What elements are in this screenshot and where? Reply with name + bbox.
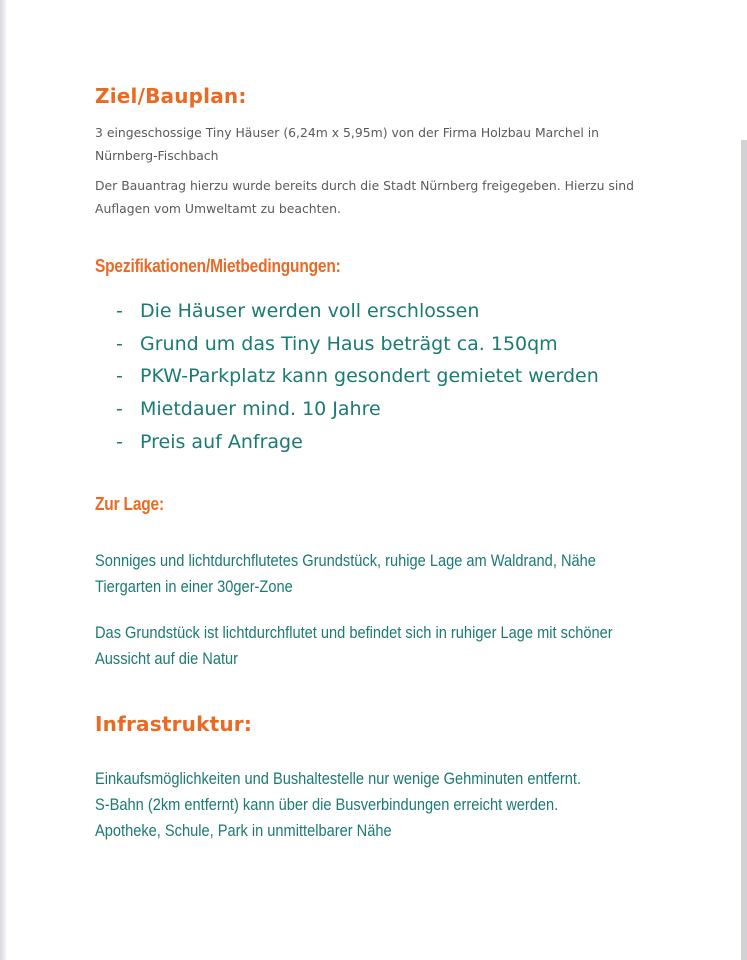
infrastruktur-line-3: Apotheke, Schule, Park in unmittelbarer Nähe [95, 821, 392, 840]
lage-paragraph-2-line-2: Aussicht auf die Natur [95, 649, 239, 668]
infrastruktur-paragraph [95, 766, 581, 844]
ziel-paragraph-1-line-2: Nürnberg-Fischbach [95, 148, 219, 163]
dash-bullet: - [116, 300, 123, 322]
dash-bullet: - [116, 398, 123, 421]
list-item-text: Die Häuser werden voll erschlossen [140, 300, 480, 322]
ziel-paragraph-1 [95, 121, 599, 167]
list-item-text: PKW-Parkplatz kann gesondert gemietet werden [140, 365, 599, 388]
list-item-text: Preis auf Anfrage [140, 430, 303, 453]
list-item [116, 394, 599, 427]
lage-paragraph-1 [95, 548, 596, 600]
lage-paragraph-2 [95, 620, 613, 672]
lage-paragraph-1-line-2: Tiergarten in einer 30ger-Zone [95, 577, 293, 596]
list-item [116, 296, 599, 329]
ziel-paragraph-2-line-1: Der Bauantrag hierzu wurde bereits durch die Stadt Nürnberg freigegeben. Hierzu sind [95, 178, 635, 193]
ziel-paragraph-2-line-2: Auflagen vom Umweltamt zu beachten. [95, 201, 341, 216]
heading-ziel-bauplan: Ziel/Bauplan: [95, 84, 247, 108]
heading-spezifikationen: Spezifikationen/Mietbedingungen: [95, 256, 341, 276]
lage-paragraph-2-line-1: Das Grundstück ist lichtdurchflutet und befindet sich in ruhiger Lage mit schöner [95, 623, 613, 642]
spezifikationen-list [116, 296, 599, 459]
list-item [116, 329, 599, 362]
lage-paragraph-1-line-1: Sonniges und lichtdurchflutetes Grundstück, ruhige Lage am Waldrand, Nähe [95, 551, 596, 570]
ziel-paragraph-2 [95, 174, 634, 220]
ziel-paragraph-1-line-1: 3 eingeschossige Tiny Häuser (6,24m x 5,95m) von der Firma Holzbau Marchel in [95, 125, 600, 140]
list-item [116, 361, 599, 394]
infrastruktur-line-1: Einkaufsmöglichkeiten und Bushaltestelle nur wenige Gehminuten entfernt. [95, 769, 582, 788]
infrastruktur-line-2: S-Bahn (2km entfernt) kann über die Busverbindungen erreicht werden. [95, 795, 559, 814]
heading-infrastruktur: Infrastruktur: [95, 712, 253, 736]
dash-bullet: - [116, 365, 123, 388]
dash-bullet: - [116, 332, 123, 355]
dash-bullet: - [116, 430, 123, 453]
list-item-text: Mietdauer mind. 10 Jahre [140, 398, 381, 421]
heading-zur-lage: Zur Lage: [95, 494, 164, 514]
list-item-text: Grund um das Tiny Haus beträgt ca. 150qm [140, 332, 558, 355]
list-item [116, 427, 599, 460]
